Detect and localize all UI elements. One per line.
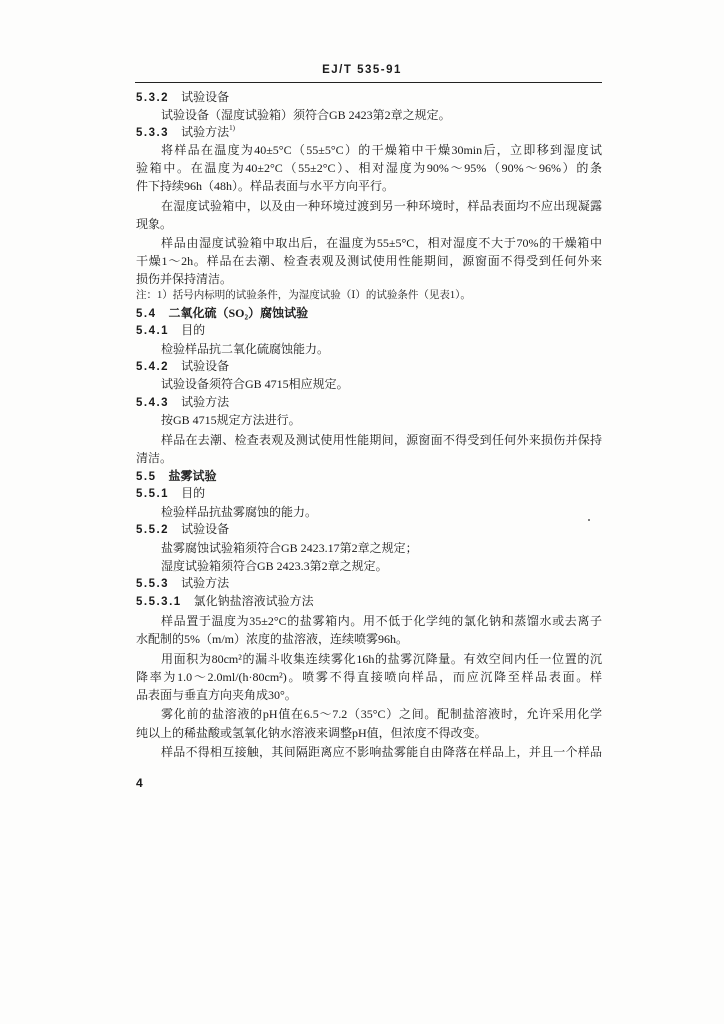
section-number: 5.4 [136, 308, 157, 320]
section-number: 5.5.3 [136, 578, 170, 590]
section-5-3-3-heading [136, 123, 602, 141]
section-5-4-2-heading [136, 357, 602, 375]
paragraph-line: 件下持续96h（48h）。样品表面与水平方向平行。 [136, 179, 395, 193]
paragraph-line: 湿度试验箱须符合GB 2423.3第2章之规定。 [161, 559, 388, 573]
footnote-mark: 1) [229, 124, 235, 132]
section-5-4-1-heading [136, 321, 602, 339]
paragraph-line: 样品置于温度为35±2°C的盐雾箱内。用不低于化学纯的氯化钠和蒸馏水或去离子 [161, 614, 602, 628]
paragraph-line: 清洁。 [136, 451, 173, 465]
section-title: 二氧化硫（SO₂）腐蚀试验 [168, 306, 309, 320]
section-5-5-heading [136, 467, 602, 485]
section-number: 5.4.3 [136, 397, 170, 409]
section-title: 试验设备 [181, 522, 230, 536]
section-5-3-2-heading [136, 88, 602, 106]
paragraph-line: 在湿度试验箱中，以及由一种环境过渡到另一种环境时，样品表面均不应出现凝露 [161, 199, 602, 213]
paragraph-line: 验箱中。在温度为40±2°C（55±2°C）、相对湿度为90%～95%（90%～96%）的条 [136, 161, 602, 175]
header-rule [135, 82, 602, 83]
paragraph-line: 干燥1～2h。样品在去潮、检查表观及测试使用性能期间，源窗面不得受到任何外来 [136, 254, 602, 268]
section-number: 5.5.3.1 [136, 596, 182, 608]
paragraph-line: 样品不得相互接触，其间隔距离应不影响盐雾能自由降落在样品上，并且一个样品 [161, 745, 602, 759]
paragraph-line: 检验样品抗二氧化硫腐蚀能力。 [161, 342, 330, 356]
section-5-5-3-heading [136, 574, 602, 592]
section-number: 5.5.2 [136, 524, 170, 536]
section-title: 试验方法 [181, 125, 230, 139]
section-5-5-3-1-heading [136, 592, 602, 610]
section-5-5-1-heading [136, 484, 602, 502]
paragraph-line: 降率为1.0～2.0ml/(h·80cm²)。喷雾不得直接喷向样品，而应沉降至样品表面。样 [136, 670, 602, 684]
paragraph-line: 样品由湿度试验箱中取出后，在温度为55±5°C，相对湿度不大于70%的干燥箱中 [161, 236, 602, 250]
section-title: 试验方法 [181, 395, 230, 409]
section-number: 5.4.2 [136, 361, 170, 373]
paragraph-line: 按GB 4715规定方法进行。 [161, 413, 301, 427]
paragraph-line: 水配制的5%（m/m）浓度的盐溶液，连续喷雾96h。 [136, 632, 408, 646]
paragraph-line: 用面积为80cm²的漏斗收集连续雾化16h的盐雾沉降量。有效空间内任一位置的沉 [161, 652, 602, 666]
standard-code-header: EJ/T 535-91 [322, 64, 402, 76]
section-title: 氯化钠盐溶液试验方法 [193, 594, 314, 608]
section-title: 试验设备 [181, 359, 230, 373]
section-number: 5.3.3 [136, 127, 170, 139]
section-5-5-2-heading [136, 520, 602, 538]
paragraph-line: 检验样品抗盐雾腐蚀的能力。 [161, 505, 318, 519]
paragraph-line: 将样品在温度为40±5°C（55±5°C）的干燥箱中干燥30min后，立即移到湿度试 [161, 143, 602, 157]
section-5-4-3-heading [136, 393, 602, 411]
paragraph-line: 盐雾腐蚀试验箱须符合GB 2423.17第2章之规定； [161, 541, 418, 555]
section-number: 5.3.2 [136, 92, 170, 104]
paragraph-line: 现象。 [136, 217, 173, 231]
page-number: 4 [136, 776, 143, 790]
section-title: 目的 [181, 486, 206, 500]
paragraph-line: 纯以上的稀盐酸或氢氧化钠水溶液来调整pH值，但浓度不得改变。 [136, 726, 487, 740]
section-number: 5.4.1 [136, 325, 170, 337]
section-5-4-heading [136, 304, 602, 322]
paragraph-line: 试验设备（湿度试验箱）须符合GB 2423第2章之规定。 [161, 108, 451, 122]
section-title: 目的 [181, 323, 206, 337]
paragraph-line: 试验设备须符合GB 4715相应规定。 [161, 377, 349, 391]
footnote: 注：1）括号内标明的试验条件，为湿度试验（Ⅰ）的试验条件（见表1）。 [136, 290, 471, 301]
paragraph-line: 雾化前的盐溶液的pH值在6.5～7.2（35°C）之间。配制盐溶液时，允许采用化学 [161, 707, 602, 721]
section-number: 5.5 [136, 471, 157, 483]
paragraph-line: 损伤并保持清洁。 [136, 272, 233, 286]
section-title: 试验设备 [181, 90, 230, 104]
section-number: 5.5.1 [136, 488, 170, 500]
section-title: 盐雾试验 [168, 469, 217, 483]
section-title: 试验方法 [181, 576, 230, 590]
paragraph-line: 品表面与垂直方向夹角成30°。 [136, 688, 297, 702]
paragraph-line: 样品在去潮、检查表观及测试使用性能期间，源窗面不得受到任何外来损伤并保持 [161, 433, 602, 447]
